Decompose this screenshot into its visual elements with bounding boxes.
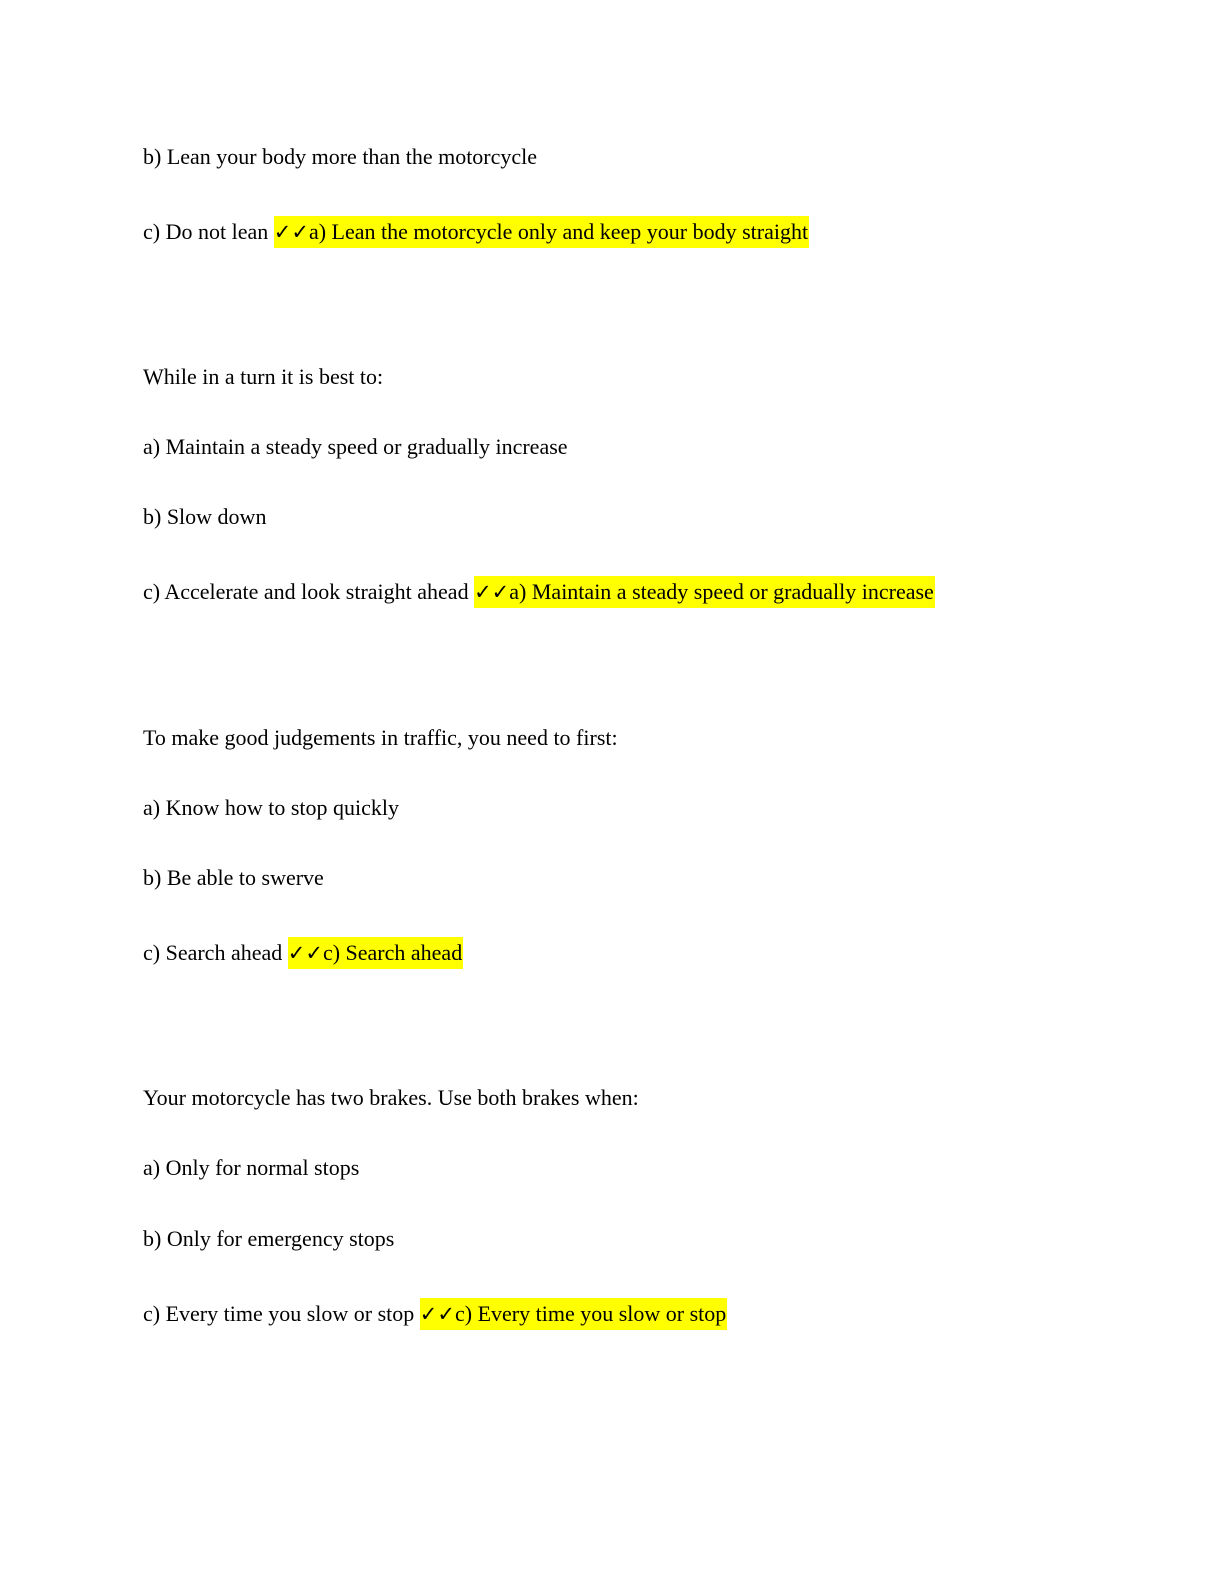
option-text: b) Only for emergency stops	[143, 1226, 395, 1251]
option-text: c) Do not lean	[143, 219, 269, 244]
option-text: a) Only for normal stops	[143, 1155, 360, 1180]
double-check-icon: ✓✓	[419, 1302, 455, 1326]
double-check-icon: ✓✓	[287, 941, 323, 965]
option-text: a) Know how to stop quickly	[143, 795, 400, 820]
answer-text: a) Lean the motorcycle only and keep your body straight	[308, 219, 809, 244]
question-prompt: Your motorcycle has two brakes. Use both brakes when:	[143, 1085, 639, 1110]
option-with-answer	[143, 1298, 727, 1328]
option-text: c) Accelerate and look straight ahead	[143, 579, 469, 604]
double-check-icon: ✓✓	[273, 220, 309, 244]
question-prompt: While in a turn it is best to:	[143, 364, 384, 389]
option-text: b) Slow down	[143, 504, 267, 529]
option-text: b) Be able to swerve	[143, 865, 324, 890]
answer-text: a) Maintain a steady speed or gradually increase	[509, 579, 934, 604]
option-text: a) Maintain a steady speed or gradually increase	[143, 434, 568, 459]
option-with-answer	[143, 576, 935, 606]
question-prompt: To make good judgements in traffic, you need to first:	[143, 725, 618, 750]
option-with-answer	[143, 937, 463, 967]
double-check-icon: ✓✓	[474, 580, 510, 604]
answer-highlight	[274, 216, 809, 248]
option-text: c) Search ahead	[143, 940, 283, 965]
answer-highlight	[288, 937, 463, 969]
answer-highlight	[420, 1298, 728, 1330]
option-text: c) Every time you slow or stop	[143, 1301, 415, 1326]
answer-text: c) Search ahead	[322, 940, 463, 965]
answer-highlight	[474, 576, 935, 608]
option-text: b) Lean your body more than the motorcycle	[143, 144, 538, 169]
answer-text: c) Every time you slow or stop	[455, 1301, 727, 1326]
option-with-answer	[143, 216, 809, 246]
